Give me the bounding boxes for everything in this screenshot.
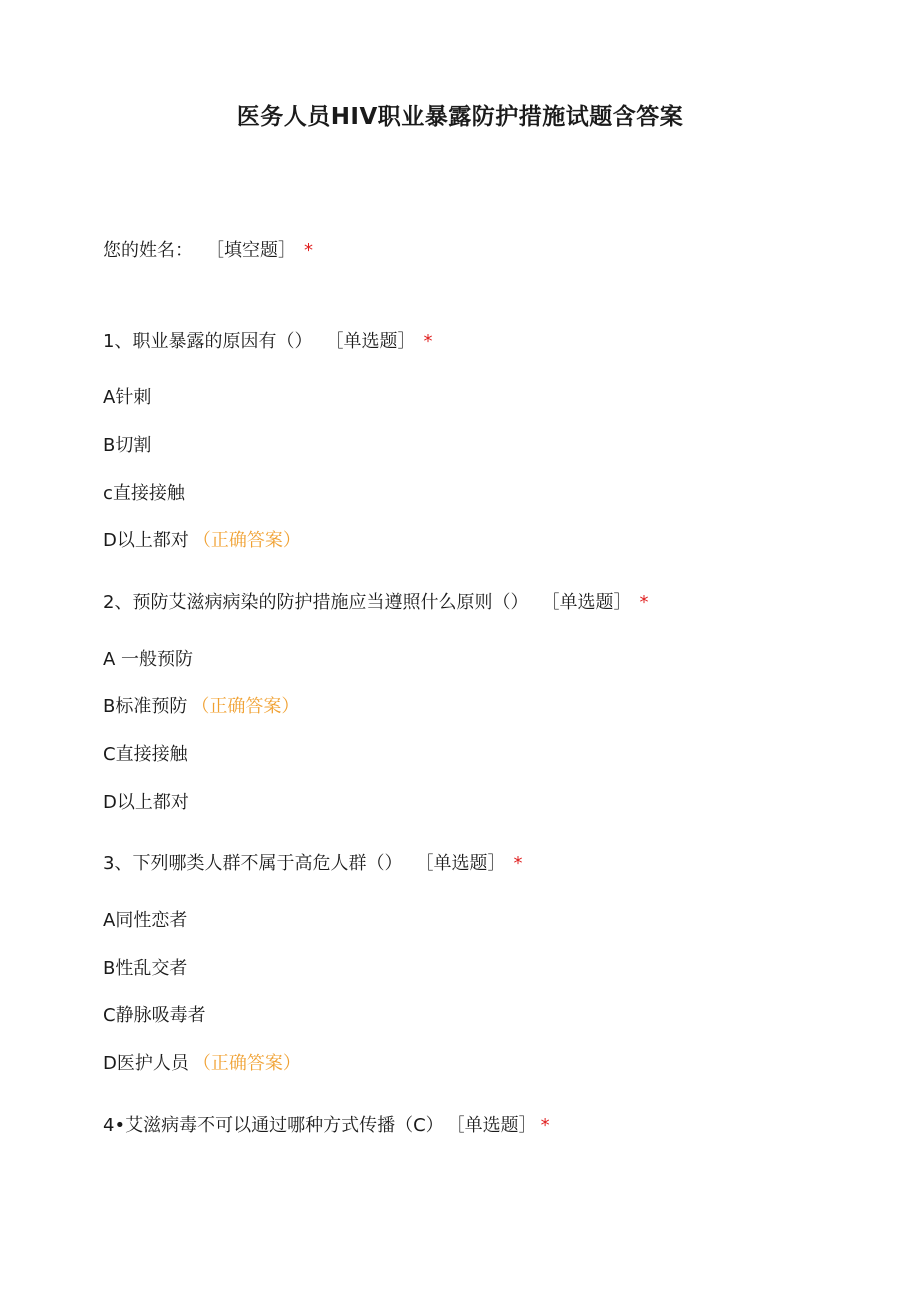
question-4-title — [103, 1114, 550, 1138]
name-field-label: 您的姓名： — [103, 240, 193, 261]
required-mark: * — [304, 240, 313, 261]
correct-answer-tag: （正确答案） — [192, 530, 301, 551]
option-label: A同性恋者 — [103, 910, 188, 931]
option-label: D以上都对 — [103, 792, 189, 813]
option-label: C直接接触 — [103, 744, 188, 765]
option-label: B性乱交者 — [103, 958, 188, 979]
option-label: D以上都对 — [103, 530, 189, 551]
option-label: C静脉吸毒者 — [103, 1005, 206, 1026]
name-field-row — [103, 239, 313, 263]
question-2-option-c[interactable] — [103, 743, 188, 767]
question-1-option-b[interactable] — [103, 434, 151, 458]
option-label: B切割 — [103, 435, 152, 456]
question-1-option-c[interactable] — [103, 482, 185, 506]
required-mark: * — [639, 592, 649, 613]
question-text: 1、职业暴露的原因有（） — [103, 331, 313, 352]
question-3-option-a[interactable] — [103, 909, 187, 933]
correct-answer-tag: （正确答案） — [192, 1053, 301, 1074]
option-label: c直接接触 — [103, 483, 185, 504]
page-title: 医务人员HIV职业暴露防护措施试题含答案 — [236, 104, 684, 130]
option-label: D医护人员 — [103, 1053, 189, 1074]
question-1-option-d[interactable] — [103, 529, 301, 553]
question-type-tag: ［填空题］ — [215, 240, 296, 261]
question-3-option-d[interactable] — [103, 1052, 301, 1076]
question-1-option-a[interactable] — [103, 386, 151, 410]
question-text: 2、预防艾滋病病染的防护措施应当遵照什么原则（） — [103, 592, 529, 613]
question-type-tag: ［单选题］ — [455, 1115, 537, 1136]
question-type-tag: ［单选题］ — [550, 592, 632, 613]
question-1-title — [103, 330, 432, 354]
question-type-tag: ［单选题］ — [334, 331, 416, 352]
question-2-title — [103, 591, 648, 615]
option-label: A 一般预防 — [103, 649, 194, 670]
question-type-tag: ［单选题］ — [424, 853, 506, 874]
question-3-title — [103, 852, 522, 876]
option-label: A针刺 — [103, 387, 152, 408]
option-label: B标准预防 — [103, 696, 188, 717]
question-text: 3、下列哪类人群不属于高危人群（） — [103, 853, 403, 874]
question-3-option-b[interactable] — [103, 957, 187, 981]
question-2-option-b[interactable] — [103, 695, 299, 719]
question-2-option-d[interactable] — [103, 791, 189, 815]
question-3-option-c[interactable] — [103, 1004, 206, 1028]
correct-answer-tag: （正确答案） — [191, 696, 300, 717]
required-mark: * — [513, 853, 523, 874]
required-mark: * — [423, 331, 433, 352]
question-text: 4•艾滋病毒不可以通过哪种方式传播（C） — [103, 1115, 444, 1136]
question-2-option-a[interactable] — [103, 648, 193, 672]
required-mark: * — [540, 1115, 550, 1136]
